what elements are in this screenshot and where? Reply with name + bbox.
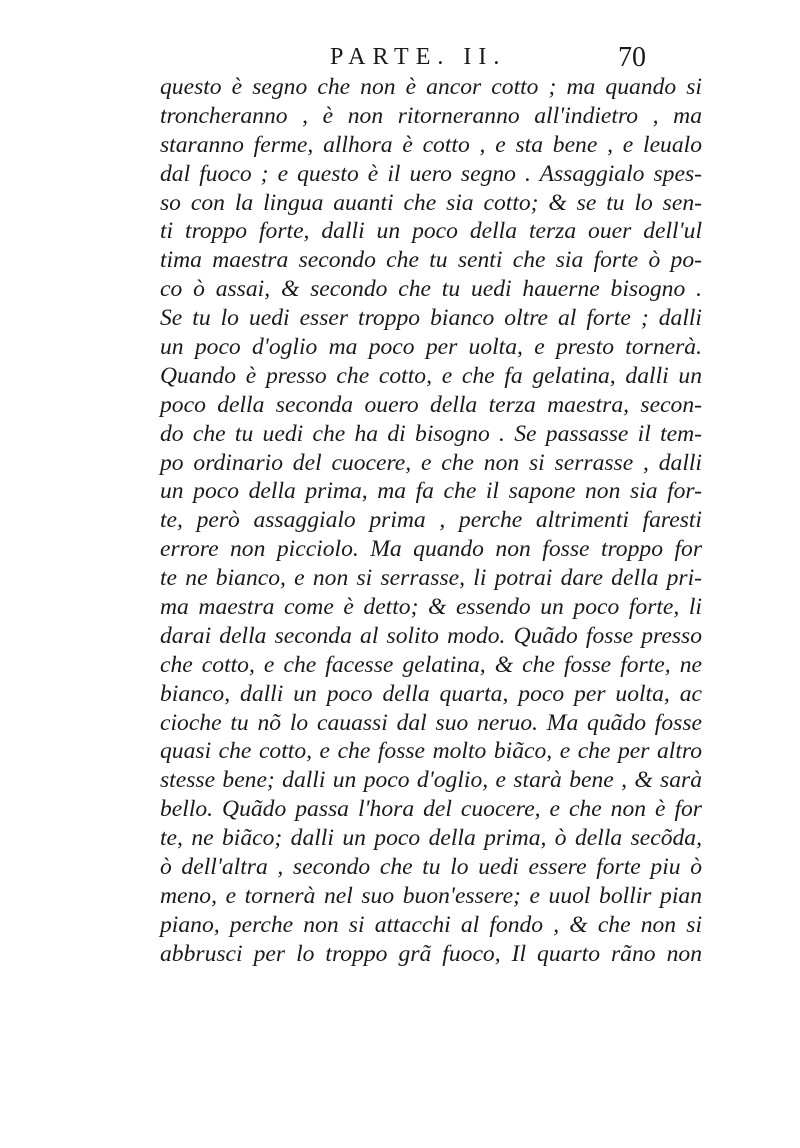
- text-line: meno, e tornerà nel suo buon'essere; e uuol bollir pian: [160, 882, 702, 909]
- text-line: do che tu uedi che ha di bisogno . Se passasse il tem-: [160, 420, 702, 447]
- text-line: troncheranno , è non ritorneranno all'indietro , ma: [160, 102, 702, 129]
- text-line: so con la lingua auanti che sia cotto; & se tu lo sen-: [160, 189, 702, 216]
- running-head: PARTE. II.: [330, 44, 507, 70]
- text-line: piano, perche non si attacchi al fondo , & che non si: [160, 911, 702, 938]
- text-line: questo è segno che non è ancor cotto ; ma quando si: [160, 74, 702, 100]
- text-line: poco della seconda ouero della terza maestra, secon-: [160, 391, 702, 418]
- text-line: ò dell'altra , secondo che tu lo uedi essere forte piu ò: [160, 854, 702, 881]
- text-line: tima maestra secondo che tu senti che sia forte ò po-: [160, 247, 702, 274]
- text-line: un poco della prima, ma fa che il sapone non sia for-: [160, 478, 702, 505]
- text-line: co ò assai, & secondo che tu uedi hauerne bisogno .: [160, 276, 702, 303]
- text-line: un poco d'oglio ma poco per uolta, e presto tornerà.: [160, 334, 702, 361]
- text-line: te, ne biãco; dalli un poco della prima, ò della secõda,: [160, 825, 702, 852]
- text-line: ti troppo forte, dalli un poco della terza ouer dell'ul: [160, 218, 702, 245]
- body-text: [160, 73, 702, 969]
- text-line: che cotto, e che facesse gelatina, & che fosse forte, ne: [160, 651, 702, 678]
- text-line: darai della seconda al solito modo. Quãdo fosse presso: [160, 622, 702, 649]
- text-line: po ordinario del cuocere, e che non si serrasse , dalli: [160, 449, 702, 476]
- text-line: cioche tu nõ lo cauassi dal suo neruo. Ma quãdo fosse: [160, 709, 702, 736]
- text-line: Se tu lo uedi esser troppo bianco oltre al forte ; dalli: [160, 305, 702, 332]
- text-line: abbrusci per lo troppo grã fuoco, Il quarto rãno non: [160, 940, 702, 967]
- text-line: te ne bianco, e non si serrasse, li potrai dare della pri-: [160, 565, 702, 592]
- text-line: bello. Quãdo passa l'hora del cuocere, e che non è for: [160, 796, 702, 823]
- text-line: dal fuoco ; e questo è il uero segno . Assaggialo spes-: [160, 160, 702, 187]
- text-line: staranno ferme, allhora è cotto , e sta bene , e leualo: [160, 131, 702, 158]
- text-line: te, però assaggialo prima , perche altrimenti faresti: [160, 507, 702, 534]
- text-line: errore non picciolo. Ma quando non fosse troppo for: [160, 536, 702, 563]
- text-line: stesse bene; dalli un poco d'oglio, e starà bene , & sarà: [160, 767, 702, 794]
- text-line: ma maestra come è detto; & essendo un poco forte, li: [160, 594, 702, 621]
- page-number: 70: [618, 42, 646, 73]
- text-line: quasi che cotto, e che fosse molto biãco, e che per altro: [160, 738, 702, 765]
- text-line: Quando è presso che cotto, e che fa gelatina, dalli un: [160, 362, 702, 389]
- text-line: bianco, dalli un poco della quarta, poco per uolta, ac: [160, 680, 702, 707]
